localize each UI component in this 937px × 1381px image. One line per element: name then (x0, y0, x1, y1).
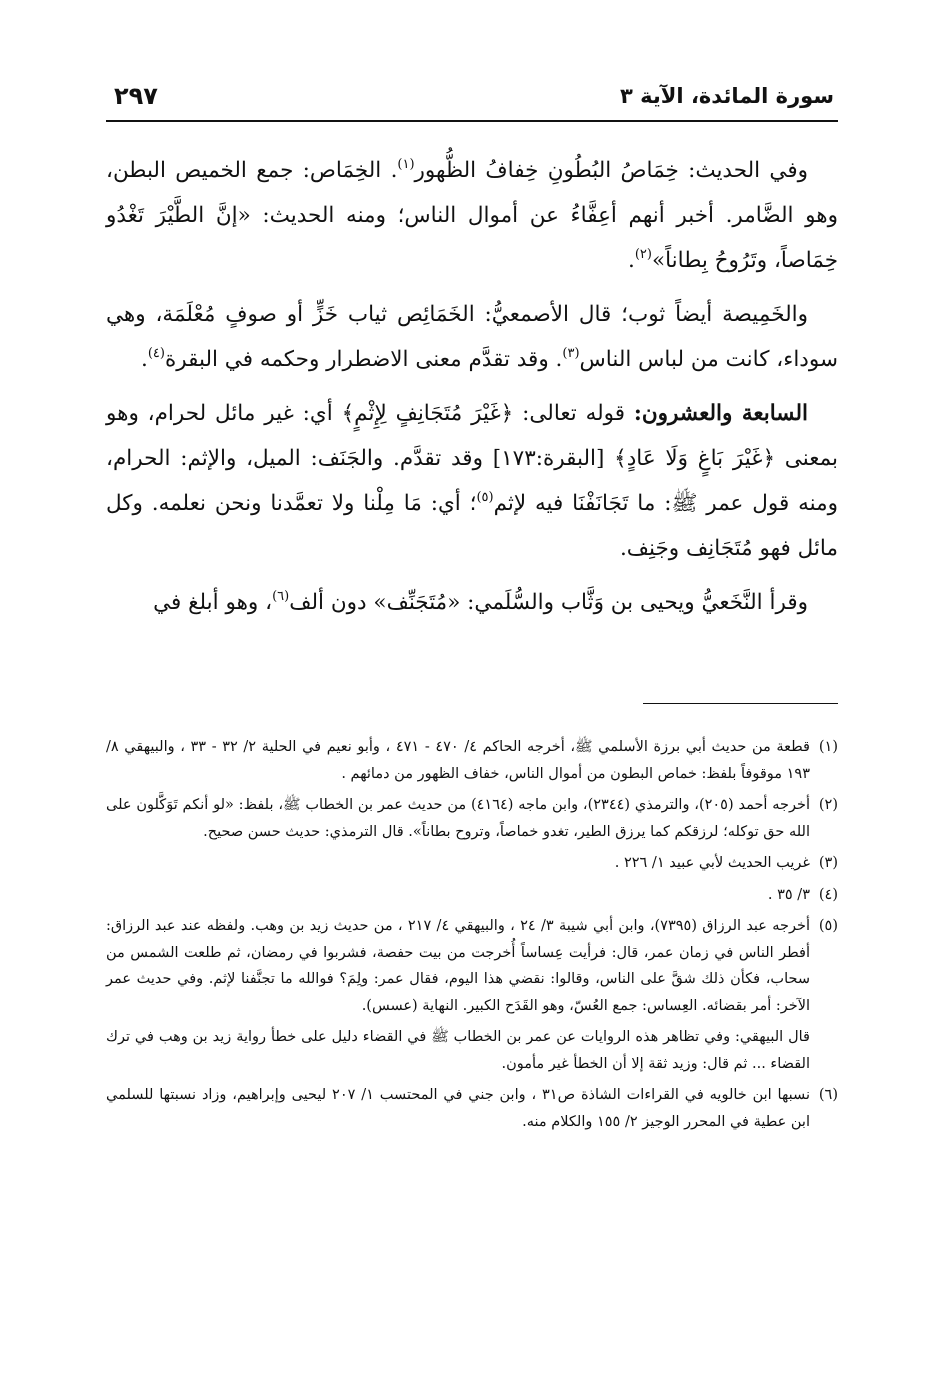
section-heading: السابعة والعشرون: (633, 401, 808, 426)
p2-text-a: والخَمِيصة أيضاً ثوب؛ قال الأصمعيُّ: الخَمَائِص ثياب خَزٍّ أو صوفٍ مُعْلَمَة، وهي سوداء، كانت من لباس الناس (106, 302, 838, 372)
footnote-text: أخرجه أحمد (٢٠٥)، والترمذي (٢٣٤٤)، وابن ماجه (٤١٦٤) من حديث عمر بن الخطاب ﷺ، بلفظ: «لو أنكم تَوَكَّلون على الله حق توكله؛ لرزقكم كما يرزق الطير، تغدو خماصاً، وتروح بطاناً». قال الترمذي: حديث حسن صحيح. (106, 797, 810, 840)
footnote-ref-4: (٤) (147, 346, 165, 361)
p3-text-a: قوله تعالى: ﴿غَيْرَ مُتَجَانِفٍ لِإِثْمٍ﴾ أي: غير مائل لحرام، وهو بمعنى ﴿غَيْرَ بَاغٍ وَلَا عَادٍ﴾ [البقرة:١٧٣] وقد تقدَّم. والجَنَف: الميل، والإثم: الحرام، ومنه قول عمر ﷺ: ما تَجَانَفْنَا فيه لإثم (106, 401, 838, 516)
p2-text-b: . وقد تقدَّم معنى الاضطرار وحكمه في البقرة (164, 347, 563, 372)
page-header (106, 80, 838, 122)
paragraph-1 (106, 148, 838, 283)
p1-text-a: وفي الحديث: خِمَاصُ البُطُونِ خِفافُ الظُّهور (414, 158, 808, 183)
footnote-text: أخرجه عبد الرزاق (٧٣٩٥)، وابن أبي شيبة ٣/ ٢٤ ، والبيهقي ٤/ ٢١٧ ، من حديث زيد بن وهب. ولفظه عند عبد الرزاق: أفطر الناس في زمان عمر، قال: فرأيت عِساساً أُخرجت من بيت حفصة، فشربوا في رمضان، ثم طلعت الشمس من سحاب، فكأن ذلك شقَّ على الناس، وقالوا: نقضي هذا اليوم، فقال عمر: ولِمَ؟ فوالله ما تجنَّفنا لإثم. وفي حديث عمر الآخر: أمر بقضائه. العِساس: جمع العُسّ، وهو القَدَح الكبير. النهاية (عسس). (106, 918, 810, 1014)
footnote-6 (106, 1082, 838, 1135)
footnote-2 (106, 792, 838, 845)
footnote-4 (106, 882, 838, 909)
footnote-5-continued: قال البيهقي: وفي تظاهر هذه الروايات عن عمر بن الخطاب ﷺ في القضاء دليل على خطأ رواية زيد بن وهب في ترك القضاء ... ثم قال: وزيد ثقة إلا أن الخطأ غير مأمون. (106, 1029, 810, 1072)
footnote-ref-2: (٢) (634, 247, 652, 262)
main-text (106, 148, 838, 634)
p1-text-b: . الخِمَاص: جمع الخميص البطن، وهو الضَّامر. أخبر أنهم أعِفَّاءُ عن أموال الناس؛ ومنه الحديث: «إنَّ الطَّيْرَ تَغْدُو خِمَاصاً، وتَرُوحُ بِطاناً» (106, 158, 838, 273)
footnote-ref-6: (٦) (272, 589, 290, 604)
footnote-number: (٢) (818, 797, 838, 813)
footnote-text: قطعة من حديث أبي برزة الأسلمي ﷺ، أخرجه الحاكم ٤/ ٤٧٠ - ٤٧١ ، وأبو نعيم في الحلية ٢/ ٣٢ - ٣٣ ، والبيهقي ٨/ ١٩٣ موقوفاً بلفظ: خماص البطون من أموال الناس، خفاف الظهور من دمائهم . (106, 739, 810, 782)
p4-text-a: وقرأ النَّخَعيُّ ويحيى بن وَثَّاب والسُّلَمي: «مُتَجَنِّف» دون ألف (289, 590, 808, 615)
paragraph-3 (106, 391, 838, 571)
paragraph-2 (106, 292, 838, 382)
p4-text-b: ، وهو أبلغ في (153, 590, 273, 615)
surah-title: سورة المائدة، الآية ٣ (620, 84, 834, 108)
footnotes (106, 734, 838, 1140)
footnote-ref-1: (١) (397, 157, 415, 172)
page-number: ٢٩٧ (114, 82, 158, 110)
footnote-number: (٣) (818, 855, 838, 871)
footnote-number: (٤) (818, 886, 838, 903)
footnote-5 (106, 913, 838, 1019)
footnote-text: ٣/ ٣٥ . (767, 886, 810, 903)
p2-text-c: . (140, 347, 148, 372)
footnote-divider (643, 703, 838, 704)
footnote-3 (106, 850, 838, 877)
footnote-text: غريب الحديث لأبي عبيد ١/ ٢٢٦ . (614, 855, 810, 871)
footnote-ref-5: (٥) (476, 490, 494, 505)
footnote-number: (٥) (818, 918, 838, 934)
p1-text-c: . (627, 248, 635, 273)
footnote-number: (٦) (818, 1087, 838, 1103)
p3-text-b: ؛ أي: مَا مِلْنا ولا تعمَّدنا ونحن نعلمه. وكل مائل فهو مُتَجَانِف وجَنِف. (106, 491, 838, 561)
footnote-text: نسبها ابن خالويه في القراءات الشاذة ص٣١ ، وابن جني في المحتسب ١/ ٢٠٧ ليحيى وإبراهيم، وزاد نسبتها للسلمي ابن عطية في المحرر الوجيز ٢/ ١٥٥ والكلام منه. (106, 1087, 810, 1130)
footnote-number: (١) (818, 739, 838, 755)
footnote-1 (106, 734, 838, 787)
paragraph-4 (106, 580, 838, 625)
footnote-ref-3: (٣) (562, 346, 580, 361)
